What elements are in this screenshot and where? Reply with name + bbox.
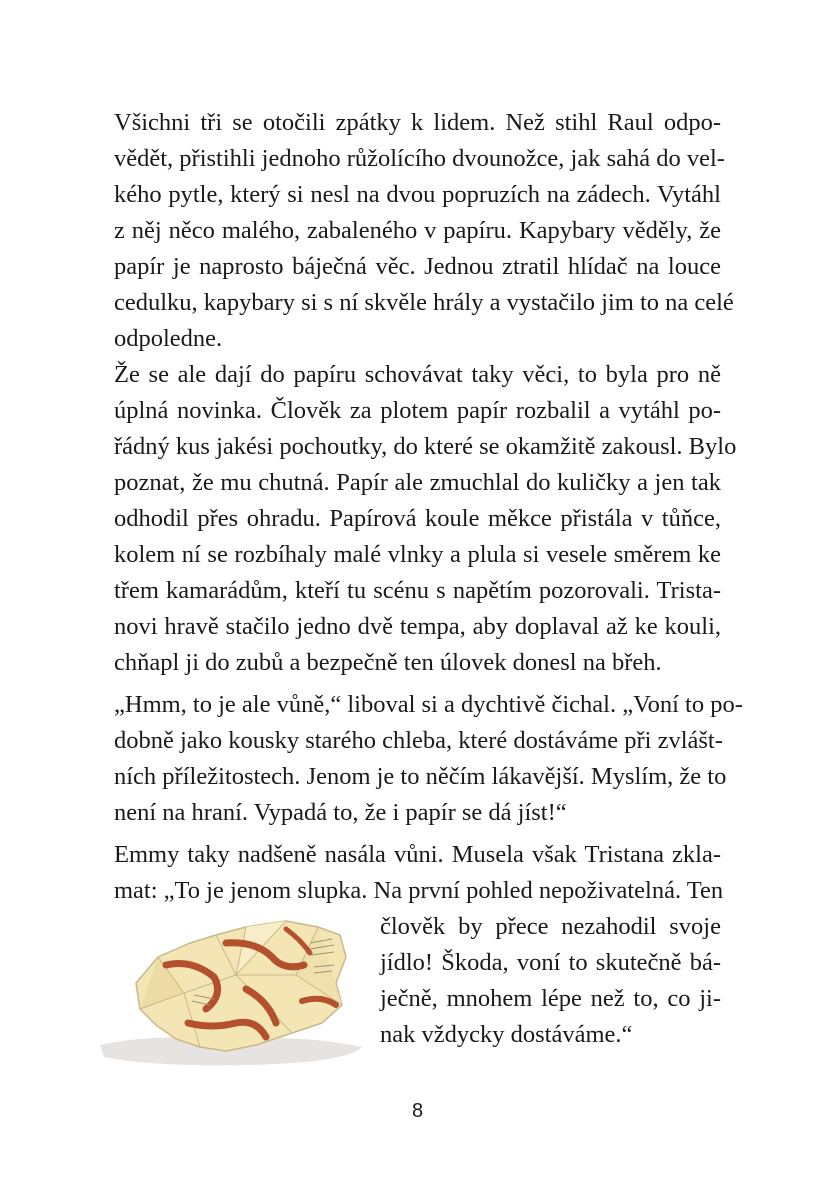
crumpled-paper-illustration xyxy=(96,905,366,1075)
text-line: odhodil přes ohradu. Papírová koule měkce přistála v tůňce, xyxy=(114,505,721,532)
text-line: úplná novinka. Člověk za plotem papír rozbalil a vytáhl po- xyxy=(114,397,721,424)
text-line: vědět, přistihli jednoho růžolícího dvounožce, jak sahá do vel- xyxy=(114,145,725,172)
text-line: z něj něco malého, zabaleného v papíru. Kapybary věděly, že xyxy=(114,217,721,244)
text-line: Všichni tři se otočili zpátky k lidem. Než stihl Raul odpo- xyxy=(114,109,721,136)
text-line: nak vždycky dostáváme.“ xyxy=(380,1021,633,1048)
page-number: 8 xyxy=(411,1100,424,1122)
text-line: novi hravě stačilo jedno dvě tempa, aby doplaval až ke kouli, xyxy=(114,613,721,640)
text-line: Emmy taky nadšeně nasála vůni. Musela však Tristana zkla- xyxy=(114,841,721,868)
text-line: ječně, mnohem lépe než to, co ji- xyxy=(380,985,721,1012)
text-line: cedulku, kapybary si s ní skvěle hrály a vystačilo jim to na celé xyxy=(114,289,734,316)
text-line: odpoledne. xyxy=(114,325,223,352)
text-line: dobně jako kousky starého chleba, které dostáváme při zvlášt- xyxy=(114,727,723,754)
text-line: není na hraní. Vypadá to, že i papír se dá jíst!“ xyxy=(114,799,567,826)
text-line: chňapl ji do zubů a bezpečně ten úlovek donesl na břeh. xyxy=(114,649,662,676)
text-line: kolem ní se rozbíhaly malé vlnky a plula si vesele směrem ke xyxy=(114,541,721,568)
text-line: člověk by přece nezahodil svoje xyxy=(380,913,721,940)
text-line: řádný kus jakési pochoutky, do které se okamžitě zakousl. Bylo xyxy=(114,433,737,460)
text-line: poznat, že mu chutná. Papír ale zmuchlal do kuličky a jen tak xyxy=(114,469,721,496)
text-line: kého pytle, který si nesl na dvou popruzích na zádech. Vytáhl xyxy=(114,181,721,208)
text-line: mat: „To je jenom slupka. Na první pohled nepoživatelná. Ten xyxy=(114,877,724,904)
text-line: třem kamarádům, kteří tu scénu s napětím pozorovali. Trista- xyxy=(114,577,721,604)
text-line: papír je naprosto báječná věc. Jednou ztratil hlídač na louce xyxy=(114,253,721,280)
text-line: ních příležitostech. Jenom je to něčím lákavější. Myslím, že to xyxy=(114,763,727,790)
text-line: jídlo! Škoda, voní to skutečně bá- xyxy=(380,949,721,976)
text-line: Že se ale dají do papíru schovávat taky věci, to byla pro ně xyxy=(114,361,721,388)
text-line: „Hmm, to je ale vůně,“ liboval si a dychtivě čichal. „Voní to po- xyxy=(114,691,743,718)
